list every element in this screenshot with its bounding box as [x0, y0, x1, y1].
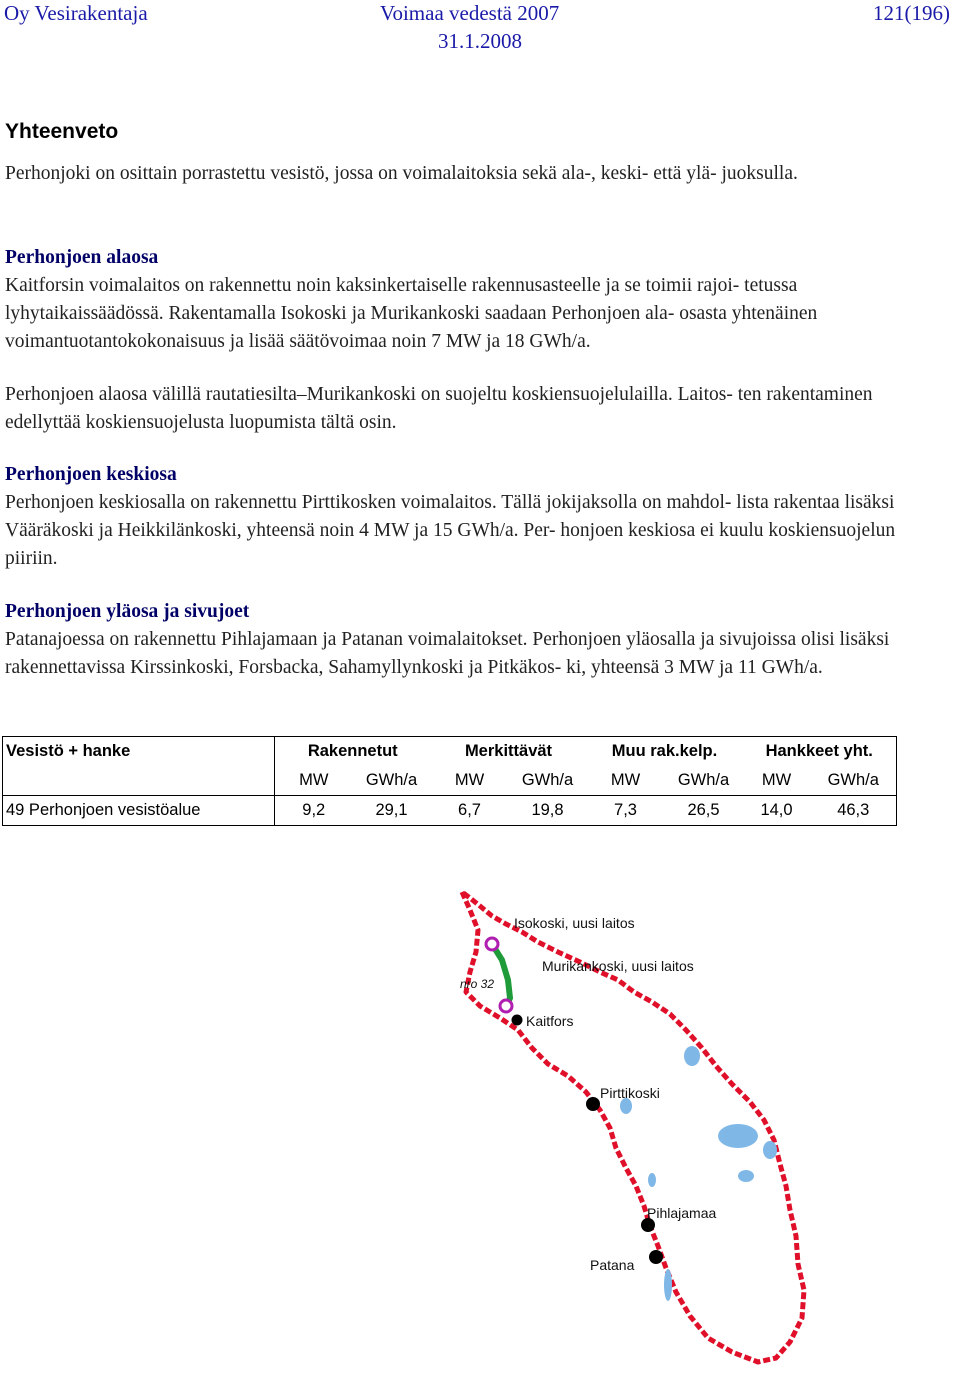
- header-report-title: Voimaa vedestä 2007: [380, 1, 560, 25]
- page-title: Yhteenveto: [5, 120, 119, 143]
- table-row-name: 49 Perhonjoen vesistöalue: [3, 796, 275, 826]
- table-unit-cell: GWh/a: [521, 771, 574, 789]
- map-label-isokoski: Isokoski, uusi laitos: [514, 915, 635, 931]
- map-label-kaitfors: Kaitfors: [526, 1013, 574, 1029]
- table-cell: 6,7: [431, 796, 509, 826]
- kaitfors-marker: [512, 1015, 523, 1026]
- table-cell: 14,0: [743, 796, 811, 826]
- table-empty-cell: [3, 766, 275, 796]
- section-protection: [5, 381, 905, 437]
- lake: [718, 1124, 758, 1148]
- table-group-header: Hankkeet yht.: [743, 737, 897, 767]
- hydropower-table: [2, 736, 897, 826]
- isokoski-marker: [486, 938, 498, 950]
- map-label-patana: Patana: [590, 1257, 635, 1273]
- murikankoski-marker: [500, 1000, 512, 1012]
- section-paragraph: Kaitforsin voimalaitos on rakennettu noin kaksinkertaiselle rakennusasteelle ja se toimii rajoi- tetussa lyhytaikaissäädössä. Rakentamalla Isokoski ja Murikankoski saadaan Perhonjoen ala- osasta yhtenäinen voimantuotantokokonaisuus ja lisää säätövoimaa noin 7 MW ja 18 GWh/a.: [5, 275, 818, 352]
- map-label-pihlajamaa: Pihlajamaa: [647, 1205, 717, 1221]
- table-group-header: Rakennetut: [275, 737, 431, 767]
- intro-paragraph: Perhonjoki on osittain porrastettu vesistö, jossa on voimalaitoksia sekä ala-, keski- että ylä- juoksulla.: [5, 163, 798, 184]
- table-header-row: [3, 737, 897, 767]
- table-cell: 26,5: [665, 796, 743, 826]
- table-unit-cell: GWh/a: [677, 771, 730, 789]
- section-upper: [5, 598, 905, 682]
- table-unit-cell: MW: [761, 771, 792, 789]
- section-heading: Perhonjoen alaosa: [5, 247, 159, 268]
- section-paragraph: Perhonjoen keskiosalla on rakennettu Pirttikosken voimalaitos. Tällä jokijaksolla on mahdol- lista rakentaa lisäksi Vääräkoski ja Heikkilänkoski, yhteensä noin 4 MW ja 15 GWh/a. Per- honjoen keskiosa ei kuulu koskiensuojelun piiriin.: [5, 492, 896, 569]
- map-label-road: nro 32: [460, 977, 495, 991]
- lake: [684, 1046, 700, 1066]
- map-label-pirttikoski: Pirttikoski: [600, 1085, 660, 1101]
- header-page-number: 121(196): [873, 1, 950, 25]
- lake: [763, 1141, 777, 1159]
- table-cell: 7,3: [587, 796, 665, 826]
- lake: [738, 1170, 754, 1182]
- section-paragraph: Perhonjoen alaosa välillä rautatiesilta–Murikankoski on suojeltu koskiensuojelulailla. Laitos- ten rakentaminen edellyttää koskiensuojelusta luopumista tältä osin.: [5, 384, 873, 433]
- table-cell: 9,2: [275, 796, 353, 826]
- new-plant-section: [492, 944, 510, 1008]
- header-company: Oy Vesirakentaja: [4, 1, 148, 25]
- table-cell: 46,3: [811, 796, 897, 826]
- table-units-row: [3, 766, 897, 796]
- table-unit-cell: GWh/a: [365, 771, 418, 789]
- intro-block: [5, 160, 905, 188]
- lake: [648, 1173, 656, 1187]
- patana-marker: [649, 1250, 663, 1264]
- table-row: [3, 796, 897, 826]
- table-cell: 29,1: [353, 796, 431, 826]
- section-heading: Perhonjoen yläosa ja sivujoet: [5, 601, 250, 622]
- pirttikoski-marker: [586, 1097, 600, 1111]
- section-lower: [5, 244, 905, 356]
- lake: [664, 1269, 672, 1301]
- table-group-header: Merkittävät: [431, 737, 587, 767]
- table-header-cell: Vesistö + hanke: [3, 737, 275, 767]
- table-group-header: Muu rak.kelp.: [587, 737, 743, 767]
- table-unit-cell: MW: [610, 771, 641, 789]
- section-middle: [5, 461, 905, 573]
- section-paragraph: Patanajoessa on rakennettu Pihlajamaan ja Patanan voimalaitokset. Perhonjoen yläosalla ja sivujoissa olisi lisäksi rakennettavissa Kirssinkoski, Forsbacka, Sahamyllynkoski ja Pitkäkos- ki, yhteensä 3 MW ja 11 GWh/a.: [5, 629, 890, 678]
- table-cell: 19,8: [509, 796, 587, 826]
- table-unit-cell: MW: [299, 771, 329, 789]
- header-date: 31.1.2008: [438, 29, 522, 53]
- table-unit-cell: MW: [454, 771, 485, 789]
- section-heading: Perhonjoen keskiosa: [5, 464, 177, 485]
- table-unit-cell: GWh/a: [811, 766, 897, 796]
- river-basin-map: [440, 880, 840, 1370]
- map-label-murikankoski: Murikankoski, uusi laitos: [542, 958, 694, 974]
